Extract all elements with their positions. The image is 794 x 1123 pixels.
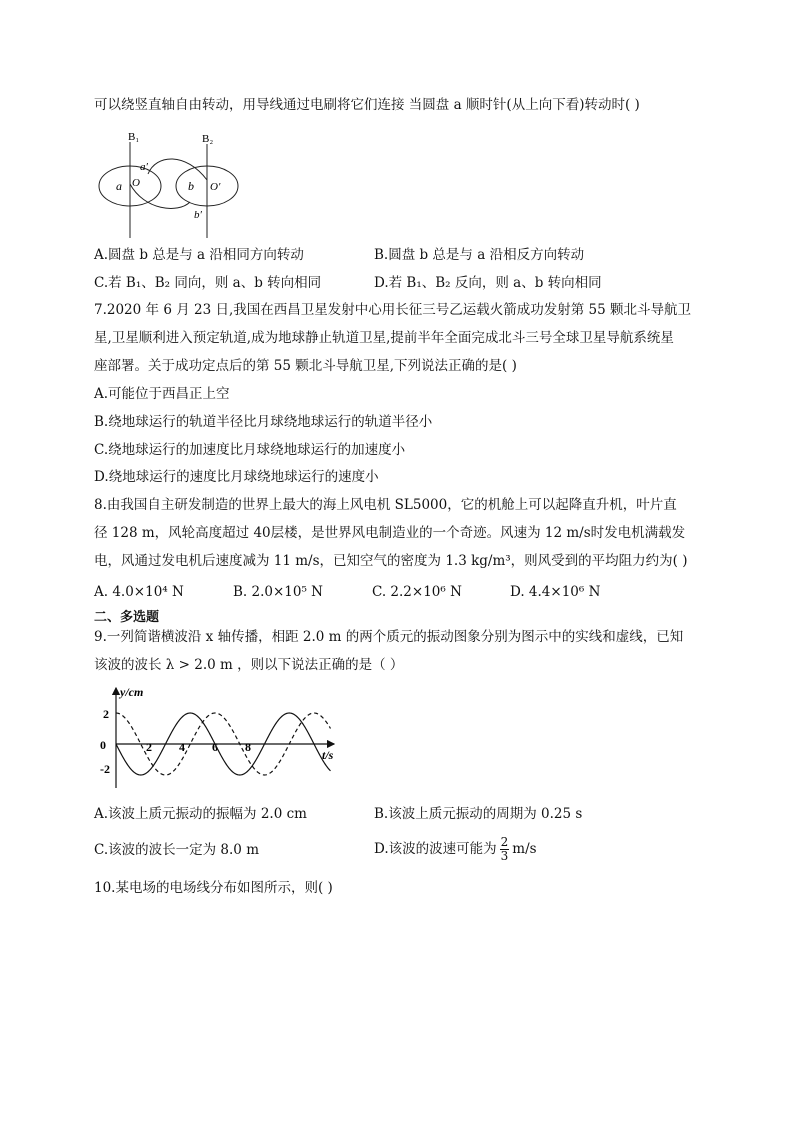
label-b2: B₂ xyxy=(202,133,214,145)
q9-vibration-chart xyxy=(94,684,344,789)
q9-option-a: A.该波上质元振动的振幅为 2.0 cm xyxy=(94,806,307,822)
q8-option-b: B. 2.0×10⁵ N xyxy=(233,584,323,600)
q8-option-d: D. 4.4×10⁶ N xyxy=(510,584,601,600)
x-tick-4: 4 xyxy=(179,740,185,754)
label-b-prime: b′ xyxy=(194,209,202,221)
y-axis-label: y/cm xyxy=(120,685,144,699)
label-b1: B₁ xyxy=(128,131,140,143)
label-b: b xyxy=(188,179,194,193)
y-tick-0: 0 xyxy=(100,738,106,752)
x-tick-8: 8 xyxy=(245,740,251,754)
x-axis-label: t/s xyxy=(322,748,334,762)
x-tick-2: 2 xyxy=(146,740,152,754)
q8-line-2: 径 128 m，风轮高度超过 40层楼，是世界风电制造业的一个奇迹。风速为 12 m/s时发电机满载发 xyxy=(94,525,686,541)
q8-line-1: 8.由我国自主研发制造的世界上最大的海上风电机 SL5000，它的机舱上可以起降直升机，叶片直 xyxy=(94,497,677,513)
label-a-prime: a′ xyxy=(140,161,148,173)
q7-option-b: B.绕地球运行的轨道半径比月球绕地球运行的轨道半径小 xyxy=(94,414,433,430)
q6-option-a: A.圆盘 b 总是与 a 沿相同方向转动 xyxy=(94,247,304,263)
q8-option-c: C. 2.2×10⁶ N xyxy=(372,584,462,600)
q6-option-d: D.若 B₁、B₂ 反向，则 a、b 转向相同 xyxy=(374,275,602,291)
q9-line-2: 该波的波长 λ > 2.0 m ，则以下说法正确的是（ ） xyxy=(94,657,404,673)
q9-option-b: B.该波上质元振动的周期为 0.25 s xyxy=(374,806,583,822)
q9-option-d-text: D.该波的波速可能为 xyxy=(374,841,497,857)
fraction-denominator: 3 xyxy=(500,849,509,863)
section-title-multiple-choice: 二、多选题 xyxy=(94,610,160,625)
q7-option-c: C.绕地球运行的加速度比月球绕地球运行的加速度小 xyxy=(94,442,406,458)
fraction-numerator: 2 xyxy=(500,835,509,849)
y-tick-neg2: -2 xyxy=(100,762,110,776)
q9-option-d-fraction xyxy=(500,836,510,863)
q6-disk-figure xyxy=(94,126,244,238)
y-tick-2: 2 xyxy=(103,707,109,721)
q7-line-3: 座部署。关于成功定点后的第 55 颗北斗导航卫星,下列说法正确的是( ) xyxy=(94,358,517,374)
q8-option-a: A. 4.0×10⁴ N xyxy=(94,584,184,600)
fraction-unit: m/s xyxy=(512,841,537,857)
q9-line-1: 9.一列简谐横波沿 x 轴传播，相距 2.0 m 的两个质元的振动图象分别为图示中的实线和虚线，已知 xyxy=(94,629,684,645)
q9-option-c: C.该波的波长一定为 8.0 m xyxy=(94,842,259,858)
q7-option-a: A.可能位于西昌正上空 xyxy=(94,386,230,402)
q9-option-d xyxy=(374,832,537,866)
q6-stem: 可以绕竖直轴自由转动，用导线通过电刷将它们连接 当圆盘 a 顺时针(从上向下看)转动时( ) xyxy=(94,97,640,113)
x-tick-6: 6 xyxy=(212,740,218,754)
q8-line-3: 电，风通过发电机后速度减为 11 m/s，已知空气的密度为 1.3 kg/m³，则风受到的平均阻力约为( ) xyxy=(94,553,688,569)
label-o: O xyxy=(132,177,140,189)
label-o-prime: O′ xyxy=(210,181,221,193)
label-a: a xyxy=(116,179,122,193)
q6-option-c: C.若 B₁、B₂ 同向，则 a、b 转向相同 xyxy=(94,275,322,291)
q7-option-d: D.绕地球运行的速度比月球绕地球运行的速度小 xyxy=(94,469,379,485)
q6-option-b: B.圆盘 b 总是与 a 沿相反方向转动 xyxy=(374,247,585,263)
q7-line-1: 7.2020 年 6 月 23 日,我国在西昌卫星发射中心用长征三号乙运载火箭成功发射第 55 颗北斗导航卫 xyxy=(94,302,692,318)
q10-stem: 10.某电场的电场线分布如图所示，则( ) xyxy=(94,880,333,896)
q7-line-2: 星,卫星顺利进入预定轨道,成为地球静止轨道卫星,提前半年全面完成北斗三号全球卫星导航系统星 xyxy=(94,330,674,346)
